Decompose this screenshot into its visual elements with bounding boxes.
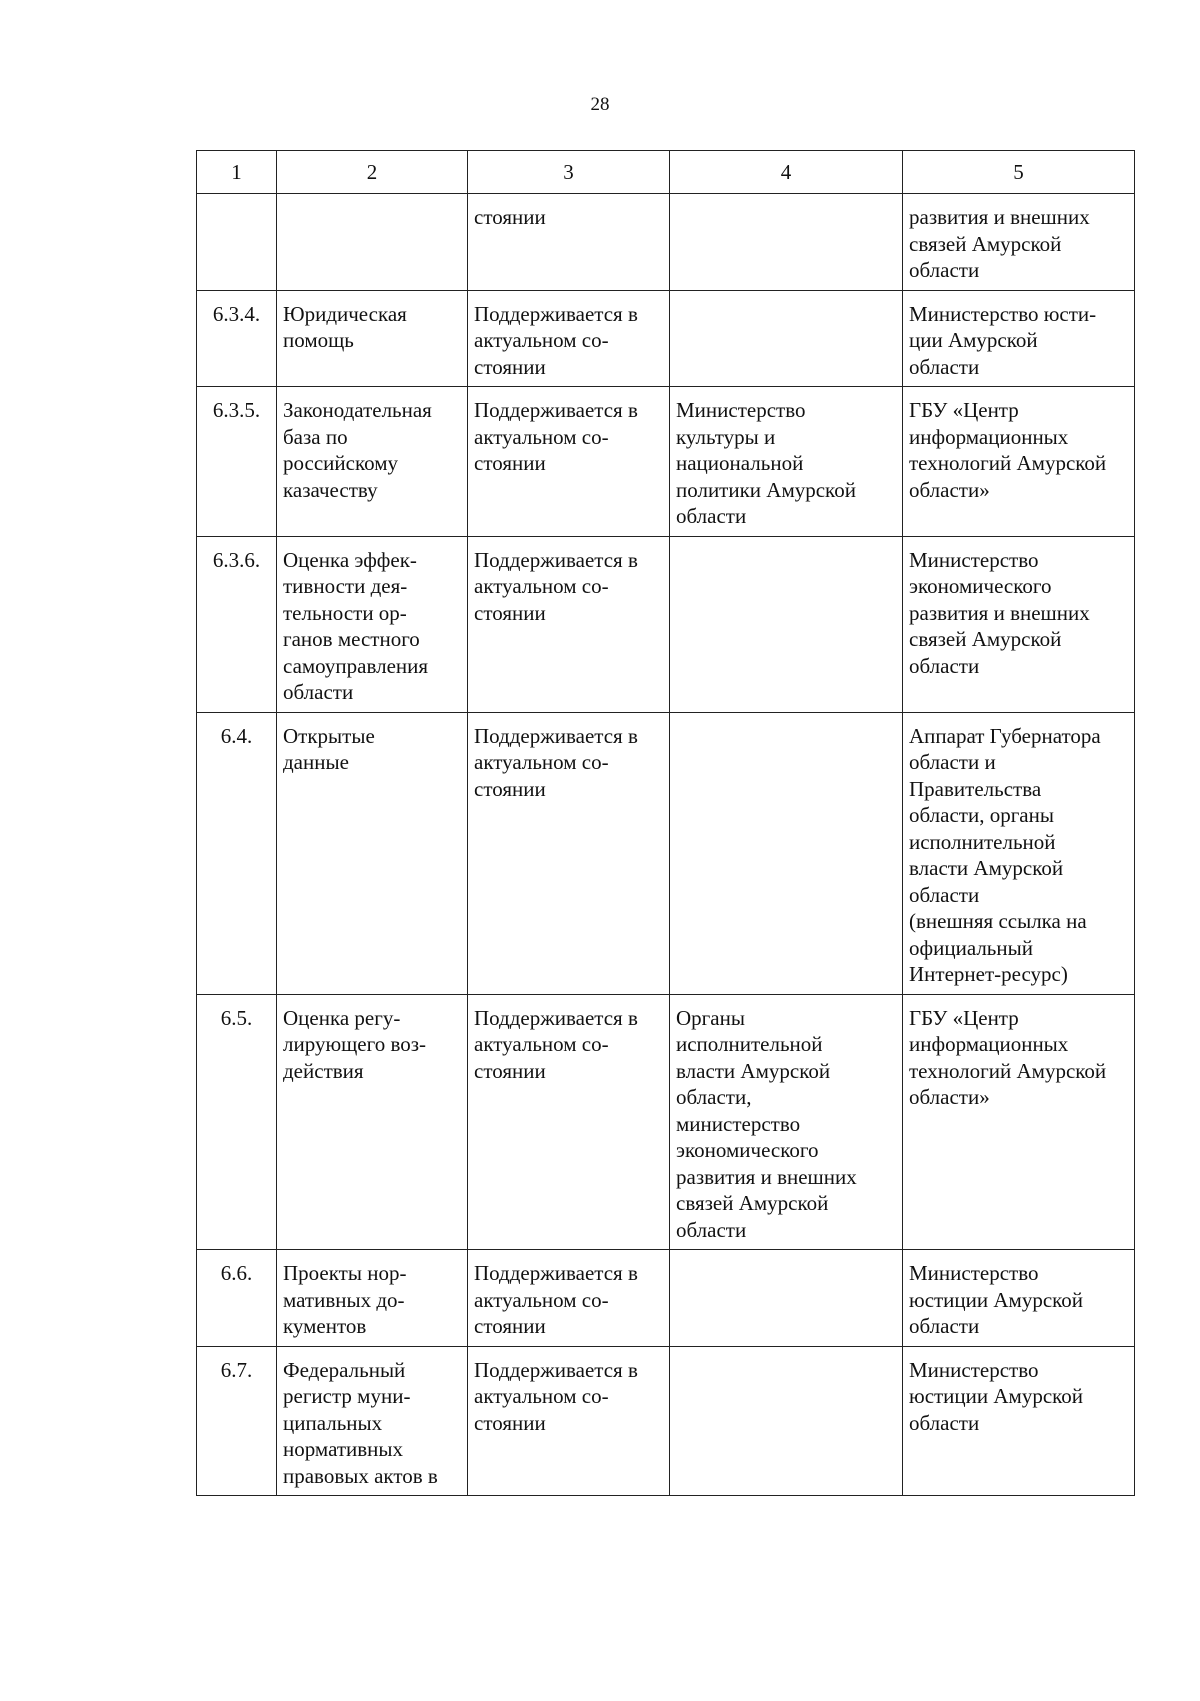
table-header-row <box>197 151 1135 194</box>
cell-status <box>468 290 670 387</box>
cell-resource-name <box>277 712 468 994</box>
cell-text-line: официальный <box>909 935 1033 960</box>
cell-text-line: актуальном со- <box>474 328 609 352</box>
cell-text-line: Поддерживается в <box>474 1005 638 1030</box>
cell-text-line: ции Амурской <box>909 328 1038 352</box>
cell-text-line: казачеству <box>283 477 378 502</box>
cell-status <box>468 1250 670 1347</box>
cell-text-line: области, <box>676 1085 752 1109</box>
cell-operator <box>903 994 1135 1250</box>
cell-text-line: Поддерживается в <box>474 1357 638 1382</box>
cell-owner <box>670 536 903 712</box>
cell-text-line: ГБУ «Центр <box>909 398 1019 422</box>
cell-text-line: Оценка регу- <box>283 1005 401 1030</box>
cell-text-line: области, органы <box>909 803 1054 827</box>
cell-text-line: области <box>283 680 354 704</box>
cell-text-line: области» <box>909 477 990 502</box>
cell-operator <box>903 1250 1135 1347</box>
table-row <box>197 712 1135 994</box>
cell-text-line: Поддерживается в <box>474 398 638 422</box>
cell-text-line: связей Амурской <box>909 627 1062 651</box>
cell-number: 6.7. <box>197 1346 277 1496</box>
cell-number: 6.4. <box>197 712 277 994</box>
cell-number: 6.3.5. <box>197 387 277 537</box>
cell-text-line: технологий Амурской <box>909 1058 1107 1083</box>
cell-owner <box>670 194 903 291</box>
cell-text-line: Аппарат Губернатора <box>909 723 1101 748</box>
table-row <box>197 290 1135 387</box>
cell-resource-name <box>277 1250 468 1347</box>
header-col-5: 5 <box>903 151 1135 194</box>
cell-text-line: Органы <box>676 1005 745 1030</box>
cell-text-line: юстиции Амурской <box>909 1287 1084 1312</box>
cell-text-line: Оценка эффек- <box>283 547 417 572</box>
cell-text-line: стоянии <box>474 205 546 229</box>
page-number: 28 <box>590 94 610 115</box>
cell-text-line: культуры и <box>676 424 776 449</box>
cell-text-line: Поддерживается в <box>474 547 638 572</box>
cell-text-line: политики Амурской <box>676 477 856 502</box>
cell-text-line: технологий Амурской <box>909 451 1107 475</box>
cell-text-line: правовых актов в <box>283 1463 438 1488</box>
cell-operator <box>903 387 1135 537</box>
cell-text-line: действия <box>283 1058 364 1083</box>
cell-operator <box>903 536 1135 712</box>
cell-text-line: Поддерживается в <box>474 301 638 326</box>
cell-text-line: данные <box>283 750 349 774</box>
cell-text-line: исполнительной <box>909 829 1056 854</box>
cell-text-line: регистр муни- <box>283 1384 411 1408</box>
cell-resource-name <box>277 1346 468 1496</box>
cell-text-line: стоянии <box>474 354 546 379</box>
cell-resource-name <box>277 994 468 1250</box>
header-col-2: 2 <box>277 151 468 194</box>
cell-text-line: (внешняя ссылка на <box>909 909 1087 933</box>
cell-text-line: самоуправления <box>283 653 429 678</box>
cell-text-line: тивности дея- <box>283 574 408 598</box>
cell-text-line: Министерство <box>909 547 1039 572</box>
cell-number: 6.6. <box>197 1250 277 1347</box>
cell-text-line: области <box>909 1314 980 1338</box>
table-row <box>197 536 1135 712</box>
cell-text-line: база по <box>283 424 348 449</box>
cell-text-line: актуальном со- <box>474 750 609 774</box>
cell-text-line: области» <box>909 1085 990 1109</box>
cell-text-line: Министерство <box>676 398 806 422</box>
cell-number: 6.3.4. <box>197 290 277 387</box>
cell-operator <box>903 290 1135 387</box>
cell-status <box>468 387 670 537</box>
cell-text-line: актуальном со- <box>474 1287 609 1312</box>
cell-text-line: Открытые <box>283 723 375 748</box>
cell-text-line: нормативных <box>283 1437 404 1461</box>
cell-text-line: тельности ор- <box>283 600 407 625</box>
cell-owner <box>670 1250 903 1347</box>
table-row <box>197 1346 1135 1496</box>
cell-number <box>197 194 277 291</box>
cell-text-line: экономического <box>676 1138 819 1162</box>
header-col-3: 3 <box>468 151 670 194</box>
cell-resource-name <box>277 290 468 387</box>
cell-number: 6.5. <box>197 994 277 1250</box>
cell-text-line: экономического <box>909 574 1052 598</box>
table-row <box>197 387 1135 537</box>
cell-status <box>468 1346 670 1496</box>
cell-owner <box>670 290 903 387</box>
header-col-1: 1 <box>197 151 277 194</box>
cell-text-line: стоянии <box>474 451 546 475</box>
cell-status <box>468 994 670 1250</box>
cell-text-line: стоянии <box>474 1410 546 1435</box>
cell-text-line: развития и внешних <box>909 205 1090 229</box>
cell-text-line: области <box>909 1410 980 1435</box>
cell-text-line: области <box>676 1217 747 1242</box>
cell-text-line: стоянии <box>474 776 546 801</box>
cell-status <box>468 536 670 712</box>
cell-text-line: Поддерживается в <box>474 1261 638 1285</box>
cell-owner <box>670 994 903 1250</box>
cell-text-line: развития и внешних <box>909 600 1090 625</box>
cell-resource-name <box>277 387 468 537</box>
cell-text-line: министерство <box>676 1111 801 1136</box>
cell-text-line: мативных до- <box>283 1287 405 1312</box>
table-row <box>197 194 1135 291</box>
cell-text-line: стоянии <box>474 1314 546 1338</box>
cell-text-line: актуальном со- <box>474 1384 609 1408</box>
cell-text-line: стоянии <box>474 1058 546 1083</box>
cell-text-line: области <box>909 258 980 282</box>
cell-text-line: актуальном со- <box>474 574 609 598</box>
cell-text-line: области <box>909 354 980 379</box>
cell-text-line: Законодательная <box>283 398 432 422</box>
cell-operator <box>903 194 1135 291</box>
cell-text-line: актуальном со- <box>474 1032 609 1056</box>
cell-text-line: информационных <box>909 1032 1069 1056</box>
cell-text-line: Министерство <box>909 1357 1039 1382</box>
table-row <box>197 994 1135 1250</box>
cell-text-line: российскому <box>283 451 398 475</box>
cell-text-line: национальной <box>676 451 804 475</box>
cell-text-line: Юридическая <box>283 301 407 326</box>
cell-text-line: Федеральный <box>283 1357 406 1382</box>
cell-text-line: связей Амурской <box>909 231 1062 256</box>
cell-resource-name <box>277 536 468 712</box>
cell-text-line: Поддерживается в <box>474 723 638 748</box>
cell-text-line: юстиции Амурской <box>909 1384 1084 1408</box>
cell-owner <box>670 387 903 537</box>
cell-text-line: Министерство <box>909 1261 1039 1285</box>
cell-text-line: информационных <box>909 424 1069 449</box>
registry-table <box>196 150 1135 1496</box>
cell-operator <box>903 1346 1135 1496</box>
cell-owner <box>670 712 903 994</box>
cell-text-line: области <box>909 882 980 907</box>
cell-text-line: лирующего воз- <box>283 1032 427 1056</box>
cell-text-line: Интернет-ресурс) <box>909 962 1068 986</box>
cell-text-line: ганов местного <box>283 627 420 651</box>
cell-text-line: ГБУ «Центр <box>909 1005 1019 1030</box>
cell-status <box>468 712 670 994</box>
table-body <box>197 194 1135 1496</box>
cell-operator <box>903 712 1135 994</box>
cell-status <box>468 194 670 291</box>
cell-text-line: исполнительной <box>676 1032 823 1056</box>
cell-text-line: Проекты нор- <box>283 1261 407 1285</box>
cell-text-line: Министерство юсти- <box>909 301 1097 326</box>
cell-text-line: помощь <box>283 328 354 352</box>
cell-text-line: области <box>676 504 747 528</box>
cell-text-line: актуальном со- <box>474 424 609 449</box>
cell-resource-name <box>277 194 468 291</box>
cell-number: 6.3.6. <box>197 536 277 712</box>
cell-text-line: стоянии <box>474 600 546 625</box>
cell-owner <box>670 1346 903 1496</box>
cell-text-line: Правительства <box>909 776 1042 801</box>
cell-text-line: области <box>909 653 980 678</box>
cell-text-line: связей Амурской <box>676 1191 829 1215</box>
cell-text-line: области и <box>909 750 996 774</box>
cell-text-line: власти Амурской <box>676 1058 831 1083</box>
cell-text-line: ципальных <box>283 1410 383 1435</box>
cell-text-line: кументов <box>283 1314 367 1338</box>
table-row <box>197 1250 1135 1347</box>
header-col-4: 4 <box>670 151 903 194</box>
cell-text-line: развития и внешних <box>676 1164 857 1189</box>
cell-text-line: власти Амурской <box>909 856 1064 880</box>
